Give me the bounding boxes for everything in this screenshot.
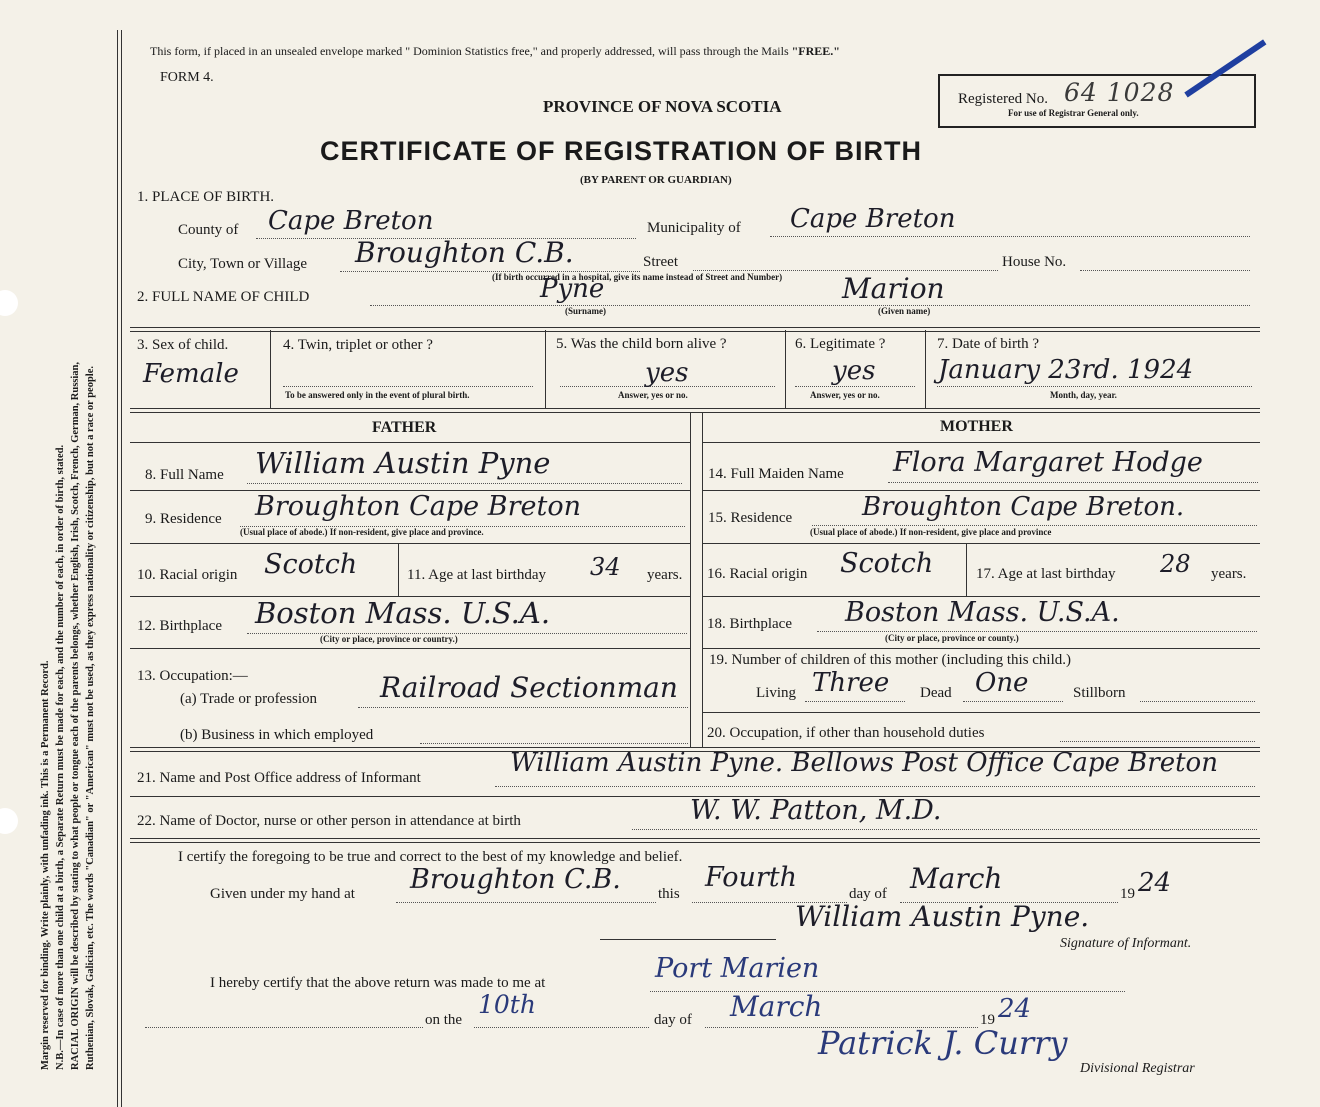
- form-number: FORM 4.: [160, 70, 214, 85]
- margin-line-4: Ruthenian, Slovak, Galician, etc. The words "Canadian" or "American" must not be used, as they express nationality or citizenship, but not a race or people.: [85, 365, 96, 1070]
- given-label: Given under my hand at: [210, 886, 355, 902]
- business-label: (b) Business in which employed: [180, 727, 374, 743]
- living-value: Three: [812, 668, 890, 698]
- child-name-label: 2. FULL NAME OF CHILD: [137, 289, 310, 305]
- registrar-month-value: March: [730, 990, 823, 1023]
- municipality-value: Cape Breton: [790, 204, 956, 234]
- given-day-value: Fourth: [705, 862, 798, 893]
- dob-label: 7. Date of birth ?: [937, 336, 1040, 352]
- registrar-place-value: Port Marien: [655, 953, 820, 984]
- father-age-value: 34: [590, 553, 621, 581]
- given-month-value: March: [910, 862, 1003, 895]
- hospital-note: (If birth occurred in a hospital, give its name instead of Street and Number): [492, 272, 783, 282]
- place-heading: 1. PLACE OF BIRTH.: [137, 189, 275, 205]
- dob-value: January 23rd. 1924: [938, 355, 1194, 385]
- punch-hole: [0, 808, 18, 834]
- father-age-unit: years.: [647, 567, 683, 583]
- father-racial-label: 10. Racial origin: [137, 567, 238, 583]
- father-name-label: 8. Full Name: [145, 467, 224, 483]
- sex-label: 3. Sex of child.: [137, 337, 229, 353]
- registrar-signature-caption: Divisional Registrar: [1080, 1061, 1195, 1076]
- mother-age-label: 17. Age at last birthday: [976, 566, 1116, 582]
- given-year-value: 24: [1138, 868, 1172, 898]
- mother-birthplace-value: Boston Mass. U.S.A.: [845, 597, 1120, 628]
- municipality-label: Municipality of: [647, 220, 741, 236]
- doctor-label: 22. Name of Doctor, nurse or other person in attendance at birth: [137, 813, 521, 829]
- county-value: Cape Breton: [268, 206, 434, 236]
- father-birthplace-value: Boston Mass. U.S.A.: [255, 596, 551, 630]
- registrar-year-prefix: 19: [980, 1012, 995, 1028]
- alive-label: 5. Was the child born alive ?: [556, 336, 727, 352]
- father-residence-label: 9. Residence: [145, 511, 222, 527]
- city-value: Broughton C.B.: [355, 236, 574, 269]
- father-birthplace-label: 12. Birthplace: [137, 618, 222, 634]
- province-title: PROVINCE OF NOVA SCOTIA: [543, 97, 782, 116]
- father-heading: FATHER: [372, 419, 437, 436]
- father-residence-note: (Usual place of abode.) If non-resident, give place and province.: [240, 527, 484, 537]
- margin-line-2: N.B.—In case of more than one child at a birth, a Separate Return must be made for each, and the number of each, in order of birth, stated.: [55, 444, 66, 1070]
- given-day-of-label: day of: [849, 886, 887, 902]
- sex-value: Female: [143, 359, 239, 389]
- informant-label: 21. Name and Post Office address of Informant: [137, 770, 421, 786]
- county-label: County of: [178, 222, 239, 238]
- child-given-value: Marion: [842, 272, 945, 305]
- mother-birthplace-label: 18. Birthplace: [707, 616, 792, 632]
- registered-label: Registered No.: [958, 91, 1048, 107]
- house-label: House No.: [1002, 254, 1067, 270]
- trade-label: (a) Trade or profession: [180, 691, 318, 707]
- mother-age-value: 28: [1160, 550, 1191, 578]
- informant-value: William Austin Pyne. Bellows Post Office Cape Breton: [510, 748, 1218, 778]
- dead-label: Dead: [920, 685, 952, 701]
- mother-racial-label: 16. Racial origin: [707, 566, 808, 582]
- father-residence-value: Broughton Cape Breton: [255, 491, 581, 522]
- informant-signature-caption: Signature of Informant.: [1060, 936, 1192, 951]
- trade-value: Railroad Sectionman: [380, 671, 678, 704]
- legitimate-note: Answer, yes or no.: [810, 390, 880, 400]
- margin-line-3: RACIAL ORIGIN will be described by stating to what people or tongue each of the parents belongs, whether English, Irish, Scotch, French, German, Russian,: [70, 361, 81, 1070]
- mother-heading: MOTHER: [940, 418, 1013, 435]
- mother-age-unit: years.: [1211, 566, 1247, 582]
- legitimate-value: yes: [832, 356, 876, 386]
- margin-line-1: Margin reserved for binding. Write plainly, with unfading ink. This is a Permanent Record.: [40, 660, 51, 1070]
- doctor-value: W. W. Patton, M.D.: [690, 795, 942, 826]
- registrar-day-of-label: day of: [654, 1012, 692, 1028]
- mother-name-value: Flora Margaret Hodge: [893, 447, 1203, 478]
- mother-name-label: 14. Full Maiden Name: [708, 466, 844, 482]
- registrar-day-value: 10th: [478, 990, 536, 1019]
- punch-hole: [0, 290, 18, 316]
- mother-residence-note: (Usual place of abode.) If non-resident, give place and province: [810, 527, 1052, 537]
- twin-label: 4. Twin, triplet or other ?: [283, 337, 433, 353]
- certificate-subtitle: (BY PARENT OR GUARDIAN): [580, 174, 732, 186]
- child-surname-value: Pyne: [540, 274, 605, 304]
- alive-value: yes: [645, 358, 689, 388]
- registrar-year-value: 24: [998, 994, 1032, 1024]
- alive-note: Answer, yes or no.: [618, 390, 688, 400]
- mother-residence-value: Broughton Cape Breton.: [862, 492, 1185, 522]
- registrar-signature: Patrick J. Curry: [818, 1024, 1068, 1062]
- occupation-label: 13. Occupation:—: [137, 668, 248, 684]
- father-birthplace-note: (City or place, province or country.): [320, 634, 458, 644]
- registrar-note: For use of Registrar General only.: [1008, 108, 1139, 118]
- given-place-value: Broughton C.B.: [410, 864, 621, 895]
- stillborn-label: Stillborn: [1073, 685, 1126, 701]
- registered-value: 64 1028: [1064, 78, 1175, 107]
- margin-notes: [38, 70, 98, 1070]
- dob-note: Month, day, year.: [1050, 390, 1117, 400]
- registrar-statement: I hereby certify that the above return was made to me at: [210, 975, 546, 991]
- dead-value: One: [975, 668, 1029, 698]
- given-year-prefix: 19: [1120, 886, 1135, 902]
- twin-note: To be answered only in the event of plural birth.: [285, 390, 470, 400]
- mother-birthplace-note: (City or place, province or county.): [885, 633, 1019, 643]
- street-label: Street: [643, 254, 678, 270]
- father-racial-value: Scotch: [264, 549, 358, 580]
- mail-note-text: This form, if placed in an unsealed envelope marked " Dominion Statistics free," and properly addressed, will pass through the Mails: [150, 44, 789, 58]
- certificate-title: CERTIFICATE OF REGISTRATION OF BIRTH: [320, 136, 922, 166]
- given-caption: (Given name): [878, 306, 931, 316]
- this-label: this: [658, 886, 680, 902]
- mother-racial-value: Scotch: [840, 548, 934, 579]
- mother-occupation-label: 20. Occupation, if other than household duties: [707, 725, 985, 741]
- living-label: Living: [756, 685, 796, 701]
- father-age-label: 11. Age at last birthday: [407, 567, 546, 583]
- legitimate-label: 6. Legitimate ?: [795, 336, 886, 352]
- city-label: City, Town or Village: [178, 256, 308, 272]
- mail-note-free: "FREE.": [791, 44, 840, 58]
- father-name-value: William Austin Pyne: [255, 446, 551, 480]
- mother-residence-label: 15. Residence: [708, 510, 793, 526]
- mail-note: [150, 44, 840, 59]
- surname-caption: (Surname): [565, 306, 606, 316]
- certify-statement: I certify the foregoing to be true and correct to the best of my knowledge and belief.: [178, 849, 683, 865]
- registrar-on-the-label: on the: [425, 1012, 463, 1028]
- children-label: 19. Number of children of this mother (including this child.): [709, 652, 1072, 668]
- informant-signature: William Austin Pyne.: [795, 900, 1090, 933]
